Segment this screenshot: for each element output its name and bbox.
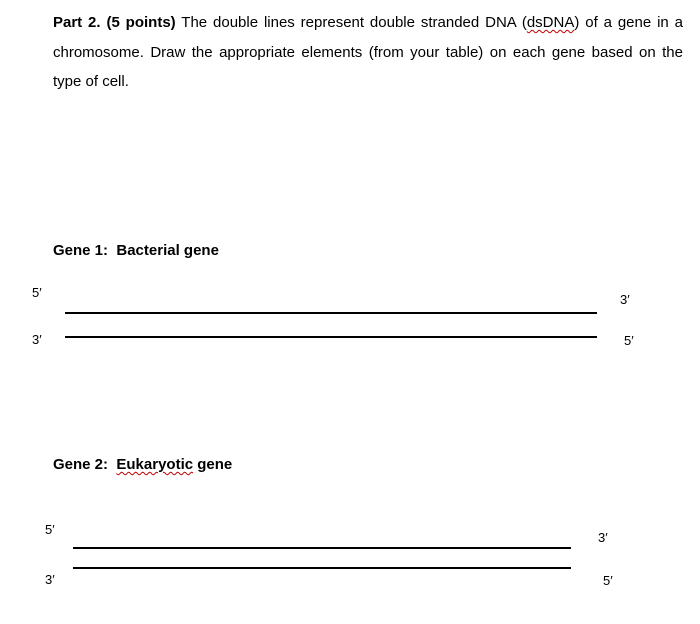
instructions-text-2: ) of a gene in a chromosome. Draw the appropriate elements (from your table) on each gene based on the type of cell.: [53, 14, 683, 90]
gene-1-top-strand: [65, 312, 597, 314]
gene-1-heading: [53, 242, 219, 259]
gene-2-top-right-end: 3′: [598, 530, 608, 545]
gene-2-name-marked: Eukaryotic: [116, 456, 194, 473]
gene-1-top-right-end: 3′: [620, 292, 630, 307]
gene-2-top-left-end: 5′: [45, 522, 55, 537]
gene-2-name-rest: gene: [193, 456, 233, 473]
gene-1-bottom-left-end: 3′: [32, 332, 42, 347]
gene-1-top-left-end: 5′: [32, 285, 42, 300]
gene-2-bottom-strand: [73, 567, 571, 569]
gene-1-label: Gene 1:: [53, 242, 109, 259]
part-heading: Part 2. (5 points): [53, 14, 176, 31]
gene-2-bottom-left-end: 3′: [45, 572, 55, 587]
gene-2-bottom-right-end: 5′: [603, 573, 613, 588]
gene-2-label: Gene 2:: [53, 456, 109, 473]
gene-1-name: Bacterial gene: [116, 242, 219, 259]
instructions-text-1: The double lines represent double stranded DNA (: [175, 14, 527, 31]
gene-1-bottom-strand: [65, 336, 597, 338]
gene-2-heading: [53, 456, 232, 473]
gene-2-top-strand: [73, 547, 571, 549]
spellcheck-marked-word: dsDNA: [526, 14, 575, 31]
part-2-instructions: [53, 8, 683, 97]
gene-1-bottom-right-end: 5′: [624, 333, 634, 348]
